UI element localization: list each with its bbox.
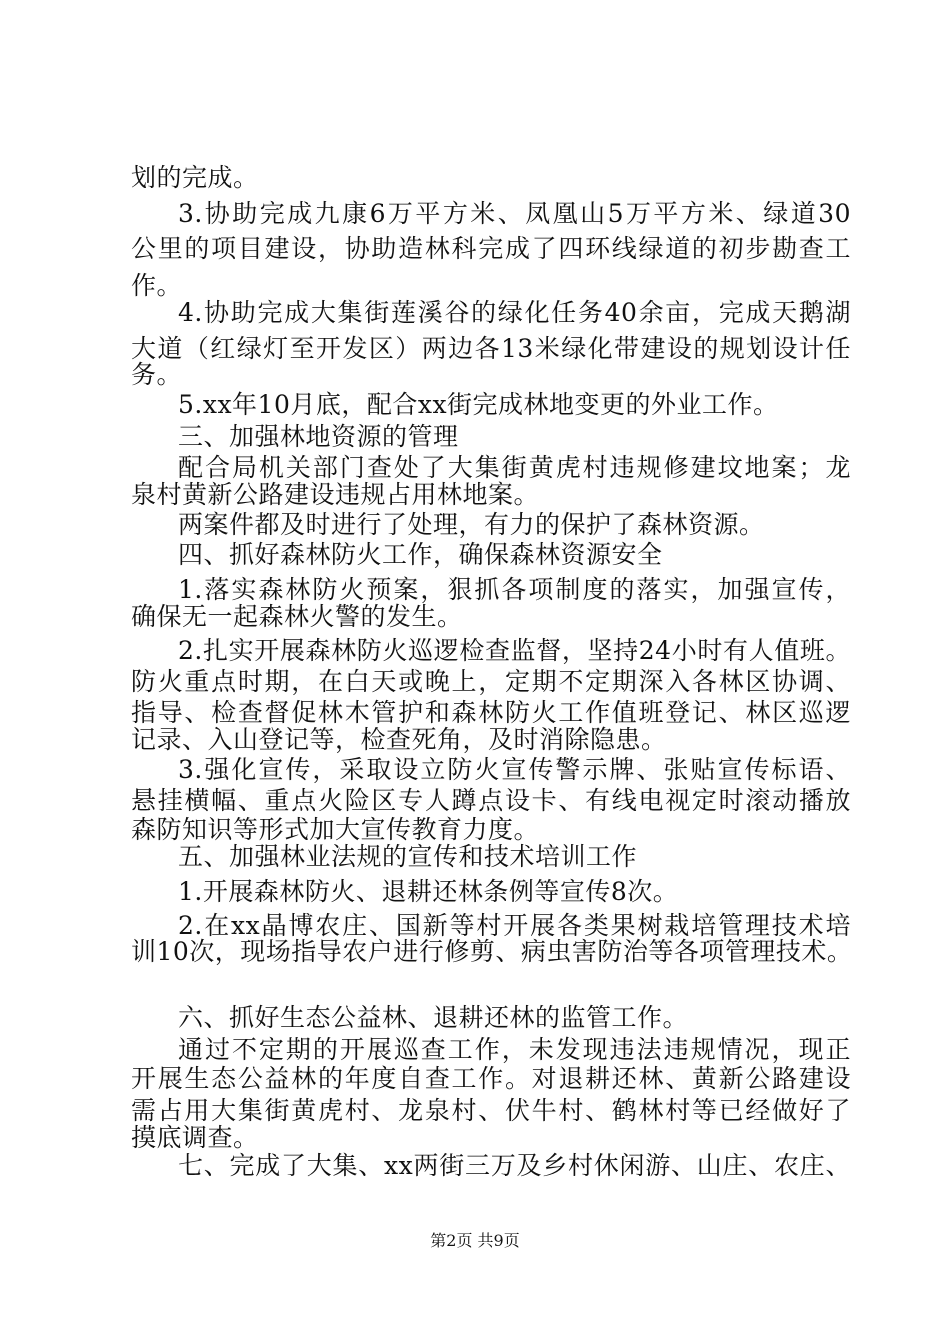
section-heading: 五、加强林业法规的宣传和技术培训工作 (178, 842, 638, 871)
text-line: 记录、入山登记等，检查死角，及时消除隐患。 (131, 725, 667, 754)
text-line: 指导、检查督促林木管护和森林防火工作值班登记、林区巡逻 (131, 698, 851, 727)
text-line: 两案件都及时进行了处理，有力的保护了森林资源。 (178, 510, 765, 539)
text-line: 1.开展森林防火、退耕还林条例等宣传8次。 (178, 877, 679, 906)
text-line: 5.xx年10月底，配合xx街完成林地变更的外业工作。 (178, 390, 779, 419)
text-line: 泉村黄新公路建设违规占用林地案。 (131, 480, 540, 509)
section-heading: 七、完成了大集、xx两街三万及乡村休闲游、山庄、农庄、 (178, 1151, 851, 1180)
text-line: 2.扎实开展森林防火巡逻检查监督，坚持24小时有人值班。 (178, 636, 851, 665)
page-footer: 第2页 共9页 (430, 1231, 520, 1250)
section-heading: 三、加强林地资源的管理 (178, 422, 459, 451)
text-line: 划的完成。 (131, 163, 259, 192)
text-line: 1.落实森林防火预案，狠抓各项制度的落实，加强宣传， (178, 575, 851, 604)
text-line: 悬挂横幅、重点火险区专人蹲点设卡、有线电视定时滚动播放 (131, 786, 851, 815)
text-line: 需占用大集街黄虎村、龙泉村、伏牛村、鹤林村等已经做好了 (131, 1096, 851, 1125)
text-line: 公里的项目建设，协助造林科完成了四环线绿道的初步勘查工 (131, 234, 851, 263)
text-line: 摸底调查。 (131, 1123, 259, 1152)
section-heading: 六、抓好生态公益林、退耕还林的监管工作。 (178, 1003, 689, 1032)
text-line: 确保无一起森林火警的发生。 (131, 602, 463, 631)
text-line: 通过不定期的开展巡查工作，未发现违法违规情况，现正 (178, 1035, 851, 1064)
text-line: 开展生态公益林的年度自查工作。对退耕还林、黄新公路建设 (131, 1064, 851, 1093)
text-line: 2.在xx晶博农庄、国新等村开展各类果树栽培管理技术培 (178, 911, 851, 940)
text-line: 大道（红绿灯至开发区）两边各13米绿化带建设的规划设计任 (131, 334, 851, 363)
section-heading: 四、抓好森林防火工作，确保森林资源安全 (178, 540, 663, 569)
text-line: 务。 (131, 360, 183, 389)
text-line: 4.协助完成大集街莲溪谷的绿化任务40余亩，完成天鹅湖 (178, 298, 851, 327)
text-line: 配合局机关部门查处了大集街黄虎村违规修建坟地案；龙 (178, 453, 851, 482)
text-line: 3.协助完成九康6万平方米、凤凰山5万平方米、绿道30 (178, 199, 851, 228)
text-line: 森防知识等形式加大宣传教育力度。 (131, 815, 540, 844)
text-line: 作。 (131, 271, 183, 300)
text-line: 防火重点时期，在白天或晚上，定期不定期深入各林区协调、 (131, 667, 851, 696)
text-line: 训10次，现场指导农户进行修剪、病虫害防治等各项管理技术。 (131, 937, 853, 966)
text-line: 3.强化宣传，采取设立防火宣传警示牌、张贴宣传标语、 (178, 755, 851, 784)
